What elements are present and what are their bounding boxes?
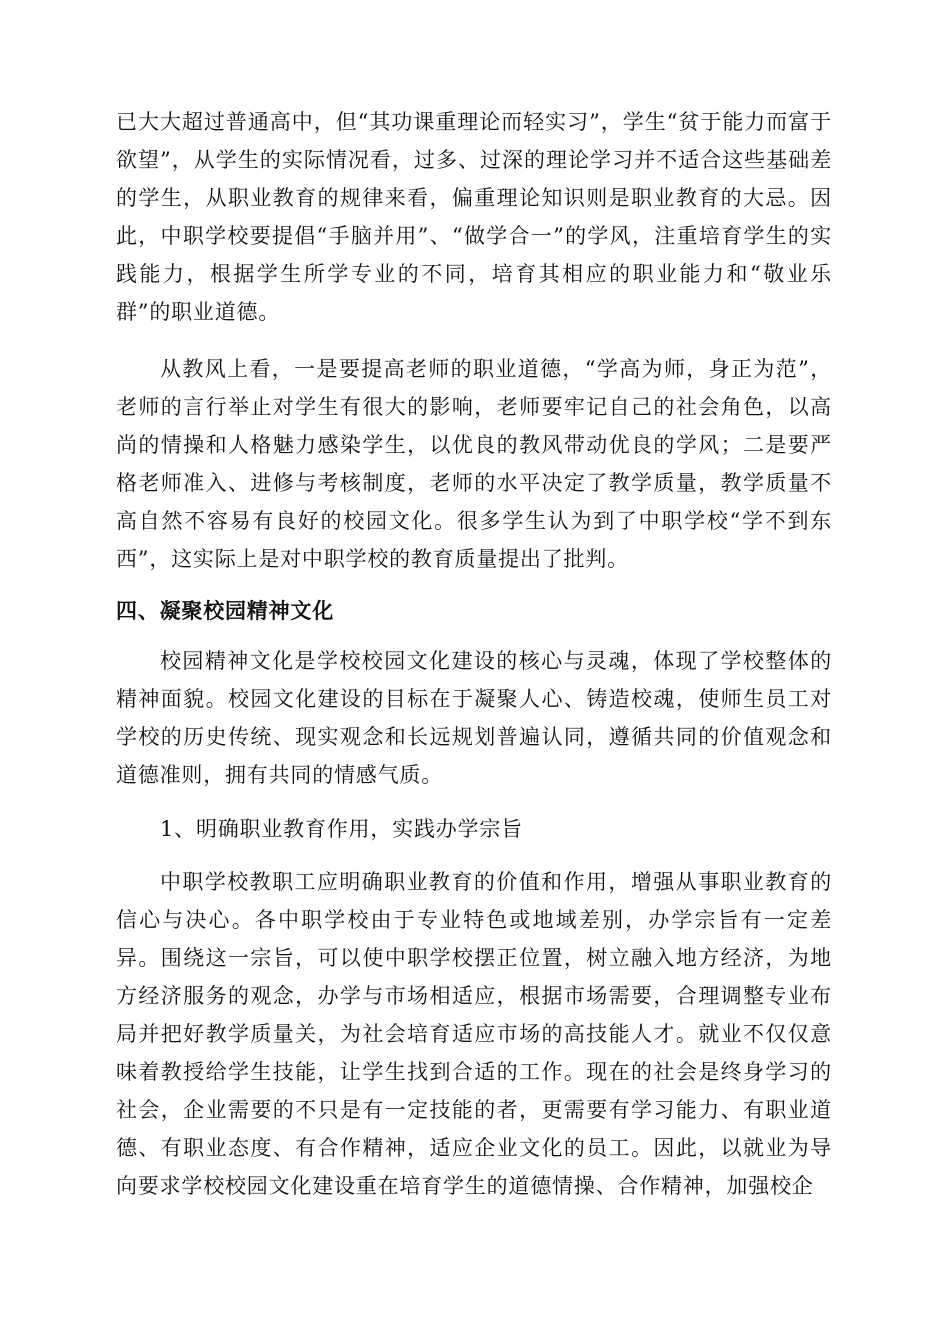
document-page	[116, 103, 832, 1205]
section-heading: 四、凝聚校园精神文化	[116, 599, 334, 623]
paragraph-school-purpose: 中职学校教职工应明确职业教育的价值和作用，增强从事职业教育的信心与决心。各中职学校由于专业特色或地域差别，办学宗旨有一定差异。围绕这一宗旨，可以使中职学校摆正位置，树立融入地方经济，为地方经济服务的观念，办学与市场相适应，根据市场需要，合理调整专业布局并把好教学质量关，为社会培育适应市场的高技能人才。就业不仅仅意味着教授给学生技能，让学生找到合适的工作。现在的社会是终身学习的社会，企业需要的不只是有一定技能的者，更需要有学习能力、有职业道德、有职业态度、有合作精神，适应企业文化的员工。因此，以就业为导向要求学校校园文化建设重在培育学生的道德情操、合作精神，加强校企	[116, 870, 832, 1198]
paragraph-campus-spirit: 校园精神文化是学校校园文化建设的核心与灵魂，体现了学校整体的精神面貌。校园文化建设的目标在于凝聚人心、铸造校魂，使师生员工对学校的历史传统、现实观念和长远规划普遍认同，遵循共同的价值观念和道德准则，拥有共同的情感气质。	[116, 649, 832, 787]
subheading: 1、明确职业教育作用，实践办学宗旨	[160, 817, 523, 841]
paragraph-study-style: 已大大超过普通高中，但“其功课重理论而轻实习”，学生“贫于能力而富于欲望”，从学生的实际情况看，过多、过深的理论学习并不适合这些基础差的学生，从职业教育的规律来看，偏重理论知识则是职业教育的大忌。因此，中职学校要提倡“手脑并用”、“做学合一”的学风，注重培育学生的实践能力，根据学生所学专业的不同，培育其相应的职业能力和“敬业乐群”的职业道德。	[116, 110, 832, 324]
paragraph-teaching-style: 从教风上看，一是要提高老师的职业道德，“学高为师，身正为范”，老师的言行举止对学生有很大的影响，老师要牢记自己的社会角色，以高尚的情操和人格魅力感染学生，以优良的教风带动优良的学风；二是要严格老师准入、进修与考核制度，老师的水平决定了教学质量，教学质量不高自然不容易有良好的校园文化。很多学生认为到了中职学校“学不到东西”，这实际上是对中职学校的教育质量提出了批判。	[116, 357, 832, 571]
